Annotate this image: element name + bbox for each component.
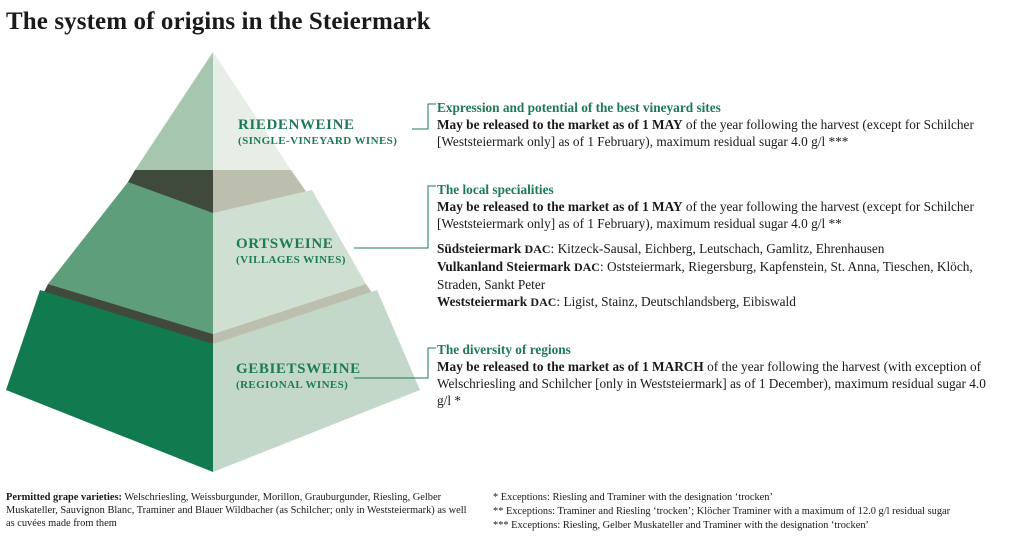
tier-subtitle: (REGIONAL WINES) [236,379,349,391]
exceptions-notes [493,491,1023,533]
dac-region-item [437,240,997,258]
permitted-grapes-label: Permitted grape varieties: [6,492,122,503]
description-heading: The local specialities [437,182,554,197]
tier-subtitle: (SINGLE-VINEYARD WINES) [238,135,398,147]
tier-subtitle: (VILLAGES WINES) [236,254,346,266]
connector-line-ortsweine [354,186,436,248]
region-villages: : Oststeiermark, Riegersburg, Kapfenstein, St. Anna, Tieschen, Klöch, Straden, Sankt Peter [437,259,973,292]
tier-label-gebietsweine [236,361,361,391]
release-date: May be released to the market as of 1 MAY [437,117,683,132]
description-heading: The diversity of regions [437,342,571,357]
permitted-grapes-text: Welschriesling, Weissburgunder, Morillon, Grauburgunder, Riesling, Gelber Muskateller, Sauvignon Blanc, Traminer and Blauer Wildbacher (as Schilcher; only in Weststeiermark) as well as cuvées made from them [6,492,467,529]
dac-region-item [437,293,997,311]
region-name: Vulkanland Steiermark [437,259,571,274]
release-date: May be released to the market as of 1 MAY [437,199,683,214]
release-rule [437,358,997,409]
tier-label-ortsweine [236,236,346,266]
release-rule [437,116,997,150]
exception-note: ** Exceptions: Traminer and Riesling ‘trocken’; Klöcher Traminer with a maximum of 12.0 g/l residual sugar [493,506,951,517]
connector-line-riedenweine [412,104,436,129]
description-riedenweine [437,99,997,150]
release-details: of the year following the harvest (except for Schilcher [Weststeiermark only] as of 1 February), maximum residual sugar 4.0 g/l *** [437,117,974,149]
permitted-grapes-note [6,491,474,530]
tier-name: RIEDENWEINE [238,117,355,133]
exception-note: * Exceptions: Riesling and Traminer with the designation ‘trocken’ [493,492,773,503]
region-villages: : Ligist, Stainz, Deutschlandsberg, Eibiswald [556,294,796,309]
dac-tag: DAC [573,260,600,274]
dac-region-item [437,258,997,293]
description-ortsweine [437,181,997,311]
tier-name: ORTSWEINE [236,236,334,252]
exception-note: *** Exceptions: Riesling, Gelber Muskateller and Traminer with the designation ‘trocken’ [493,520,870,531]
description-heading: Expression and potential of the best vineyard sites [437,100,721,115]
release-details: of the year following the harvest (with exception of Welschriesling and Schilcher [only in Weststeiermark] as of 1 December), maximum residual sugar 4.0 g/l * [437,359,986,408]
tier-label-riedenweine [238,117,397,147]
dac-tag: DAC [530,295,557,309]
region-name: Südsteiermark [437,241,522,256]
pyramid-tier-top-left [135,52,213,170]
release-rule [437,198,997,232]
dac-region-list [437,240,997,311]
description-gebietsweine [437,341,997,409]
region-name: Weststeiermark [437,294,528,309]
tier-name: GEBIETSWEINE [236,361,361,377]
release-details: of the year following the harvest (except for Schilcher [Weststeiermark only] as of 1 February), maximum residual sugar 4.0 g/l ** [437,199,974,231]
release-date: May be released to the market as of 1 MARCH [437,359,704,374]
page-title: The system of origins in the Steiermark [6,8,431,35]
region-villages: : Kitzeck-Sausal, Eichberg, Leutschach, Gamlitz, Ehrenhausen [550,241,885,256]
dac-tag: DAC [524,242,551,256]
pyramid-tier-top-right [213,52,291,170]
